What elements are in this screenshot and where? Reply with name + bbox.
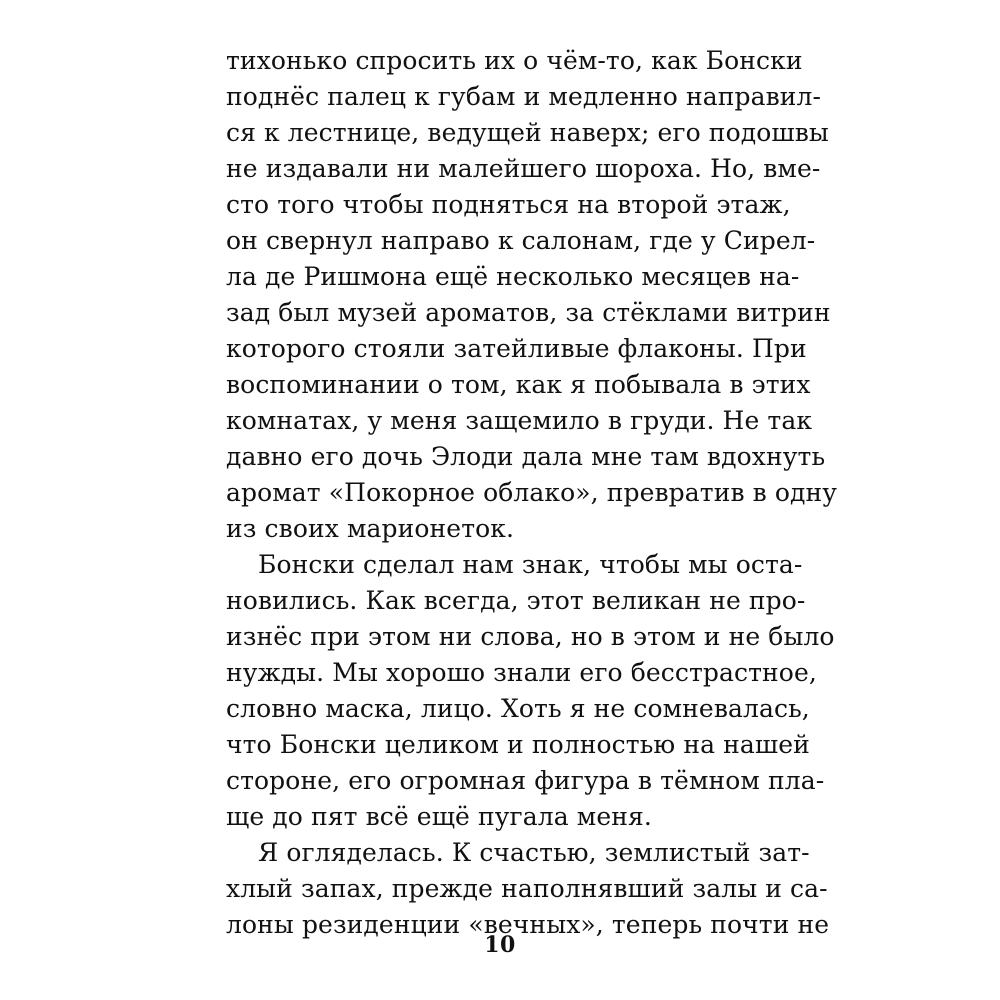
text-line-25: лоны резиденции «вечных», теперь почти не — [226, 910, 830, 939]
text-line-8: зад был музей ароматов, за стёклами витрин — [226, 298, 831, 327]
text-line-4: не издавали ни малейшего шороха. Но, вме- — [226, 154, 821, 183]
text-line-13: аромат «Покорное облако», превратив в одну — [226, 478, 838, 507]
paragraph-2-first-line: Бонски сделал нам знак, чтобы мы оста- — [258, 550, 803, 579]
text-line-24: хлый запах, прежде наполнявший залы и са- — [226, 874, 828, 903]
text-line-9: которого стояли затейливые флаконы. При — [226, 334, 807, 363]
text-line-2: поднёс палец к губам и медленно направил- — [226, 82, 822, 111]
text-line-16: новились. Как всегда, этот великан не про- — [226, 586, 806, 615]
text-line-12: давно его дочь Элоди дала мне там вдохнуть — [226, 442, 826, 471]
text-line-17: изнёс при этом ни слова, но в этом и не было — [226, 622, 835, 651]
text-line-1: тихонько спросить их о чём-то, как Бонски — [226, 46, 803, 75]
text-line-5: сто того чтобы подняться на второй этаж, — [226, 190, 791, 219]
text-line-6: он свернул направо к салонам, где у Сирел- — [226, 226, 816, 255]
text-line-3: ся к лестнице, ведущей наверх; его подошвы — [226, 118, 829, 147]
text-line-22: ще до пят всё ещё пугала меня. — [226, 802, 652, 831]
text-line-19: словно маска, лицо. Хоть я не сомневалась, — [226, 694, 810, 723]
text-line-7: ла де Ришмона ещё несколько месяцев на- — [226, 262, 800, 291]
page-number: 10 — [484, 932, 516, 958]
text-line-10: воспоминании о том, как я побывала в этих — [226, 370, 811, 399]
text-line-20: что Бонски целиком и полностью на нашей — [226, 730, 810, 759]
text-line-18: нужды. Мы хорошо знали его бесстрастное, — [226, 658, 817, 687]
paragraph-3-first-line: Я огляделась. К счастью, землистый зат- — [258, 838, 810, 867]
text-line-14: из своих марионеток. — [226, 514, 515, 543]
text-line-21: стороне, его огромная фигура в тёмном пла- — [226, 766, 825, 795]
text-line-11: комнатах, у меня защемило в груди. Не так — [226, 406, 813, 435]
